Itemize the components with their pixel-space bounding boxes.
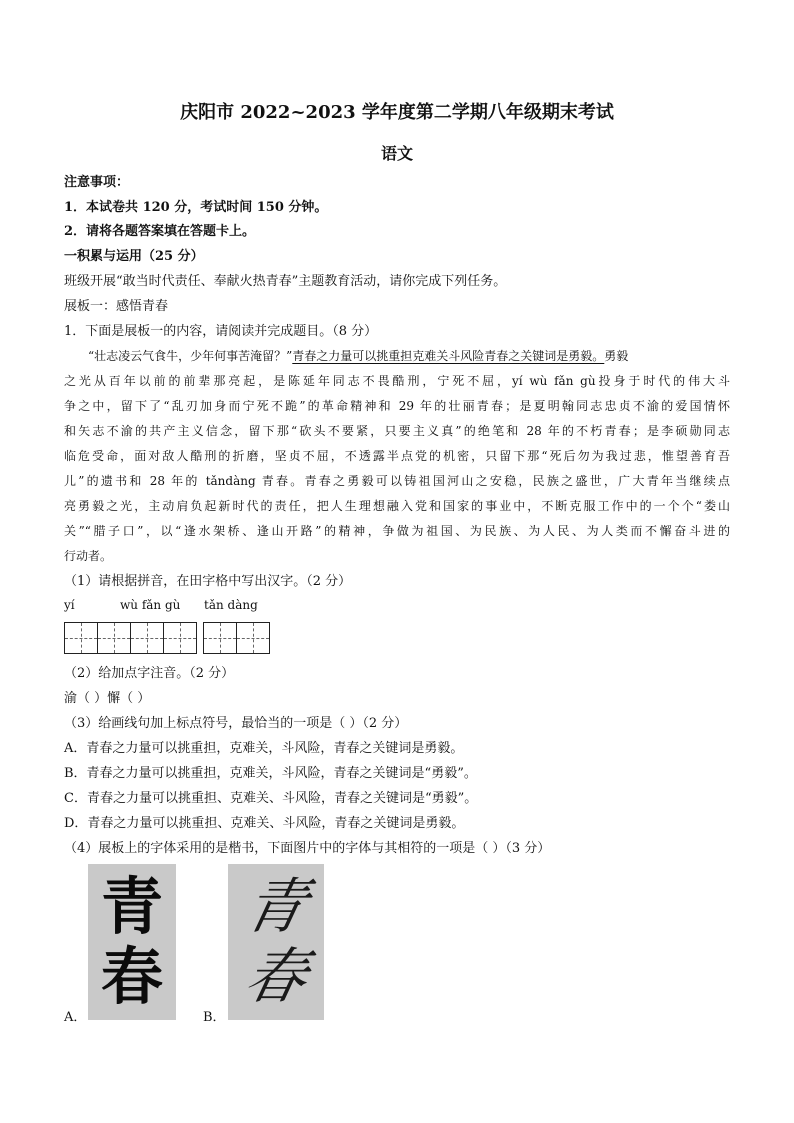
calligraphy-char: 青 — [238, 872, 314, 942]
calligraphy-char: 青 — [100, 870, 163, 943]
passage-line-6: 儿”的遗书和 28 年的 tǎndàng 青春。青春之勇毅可以铸祖国河山之安稳，民族之盛世，广大青年当继续点 — [64, 474, 730, 488]
passage-line-7: 亮勇毅之光，主动肩负起新时代的责任，把人生理想融入党和国家的事业中，不断克服工作中的一个个“娄山 — [64, 499, 730, 513]
passage-line1-end: 勇毅 — [604, 349, 629, 363]
tianzige-cell[interactable] — [64, 622, 98, 654]
question-1: 1．下面是展板一的内容，请阅读并完成题目。（8 分） — [64, 324, 378, 339]
calligraphy-char: 春 — [100, 940, 163, 1013]
board-title: 展板一：感悟青春 — [64, 299, 169, 314]
pinyin-2: wù fǎn gù — [120, 598, 181, 612]
image-option-a-label: A． — [64, 1010, 87, 1025]
tianzige-cell[interactable] — [163, 622, 197, 654]
option-d: D．青春之力量可以挑重担、克难关、斗风险，青春之关键词是勇毅。 — [64, 816, 465, 831]
notice-item-2: 2．请将各题答案填在答题卡上。 — [64, 224, 256, 239]
image-option-b-label: B． — [203, 1010, 226, 1025]
tianzige-cell[interactable] — [130, 622, 164, 654]
calligraphy-image-a — [88, 864, 176, 1020]
sub-question-4: （4）展板上的字体采用的是楷书，下面图片中的字体与其相符的一项是（ ）（3 分） — [64, 841, 551, 856]
sub-question-3: （3）给画线句加上标点符号，最恰当的一项是（ ）（2 分） — [64, 716, 408, 731]
option-c: C．青春之力量可以挑重担、克难关、斗风险，青春之关键词是“勇毅”。 — [64, 791, 478, 806]
pinyin-3: tǎn dàng — [204, 598, 258, 612]
passage-line-9: 行动者。 — [64, 549, 113, 563]
sub-question-1: （1）请根据拼音，在田字格中写出汉字。（2 分） — [64, 574, 352, 589]
section-heading: 一积累与运用（25 分） — [64, 249, 204, 264]
passage-quote: “壮志凌云气食牛，少年何事苦淹留？” — [88, 349, 293, 363]
exam-subject: 语文 — [380, 144, 413, 163]
tianzige-cell[interactable] — [97, 622, 131, 654]
exam-title: 庆阳市 2022~2023 学年度第二学期八年级期末考试 — [180, 102, 614, 123]
passage-line-3: 争之中，留下了“乱刃加身而宁死不跪”的革命精神和 29 年的壮丽青春；是夏明翰同志忠贞不渝的爱国情怀 — [64, 399, 730, 413]
passage-line-8: 关”“腊子口”，以“逢水架桥、逢山开路”的精神，争做为祖国、为民族、为人民、为人类而不懈奋斗进的 — [64, 524, 730, 538]
notice-item-1: 1．本试卷共 120 分，考试时间 150 分钟。 — [64, 200, 328, 215]
section-intro: 班级开展“敢当时代责任、奉献火热青春”主题教育活动，请你完成下列任务。 — [64, 274, 507, 289]
passage-line-1 — [64, 347, 730, 365]
option-b: B．青春之力量可以挑重担，克难关，斗风险，青春之关键词是“勇毅”。 — [64, 766, 477, 781]
phonetic-blanks: 渝（ ）懈（ ） — [64, 691, 151, 706]
tianzige-cell[interactable] — [203, 622, 237, 654]
passage-line-2: 之光从百年以前的前辈那亮起，是陈延年同志不畏酷刑，宁死不屈，yí wù fǎn gù投身于时代的伟大斗 — [64, 374, 730, 388]
passage-line-4: 和矢志不渝的共产主义信念，留下那“砍头不要紧，只要主义真”的绝笔和 28 年的不朽青春；是李硕勋同志 — [64, 424, 730, 438]
option-a: A．青春之力量可以挑重担，克难关，斗风险，青春之关键词是勇毅。 — [64, 741, 464, 756]
passage-line-5: 临危受命，面对敌人酷刑的折磨，坚贞不屈，不透露半点党的机密，只留下那“死后勿为我过悲，惟望善育吾 — [64, 449, 730, 463]
pinyin-1: yí — [64, 598, 75, 612]
calligraphy-image-b — [228, 864, 324, 1020]
calligraphy-char: 春 — [238, 942, 314, 1012]
tianzige-cell[interactable] — [236, 622, 270, 654]
underlined-sentence: 青春之力量可以挑重担克难关斗风险青春之关键词是勇毅。 — [292, 349, 605, 363]
tianzige-group-1[interactable] — [64, 622, 196, 654]
tianzige-group-2[interactable] — [203, 622, 269, 654]
notice-heading: 注意事项： — [64, 175, 130, 190]
sub-question-2: （2）给加点字注音。（2 分） — [64, 666, 235, 681]
